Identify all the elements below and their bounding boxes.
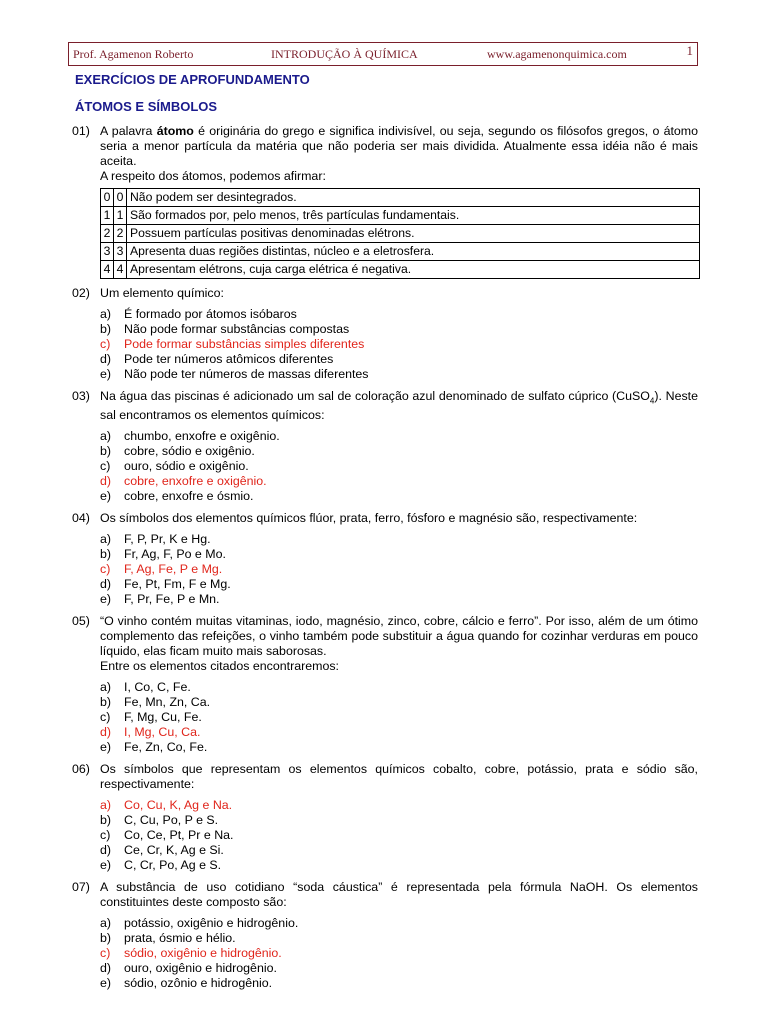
option-a[interactable]: a) F, P, Pr, K e Hg. (100, 532, 211, 547)
option-a[interactable]: a) I, Co, C, Fe. (100, 680, 191, 695)
option-d[interactable]: d) Ce, Cr, K, Ag e Si. (100, 843, 224, 858)
option-list (100, 680, 698, 755)
header-page-number: 1 (686, 43, 693, 58)
table-row: 3 3 Apresenta duas regiões distintas, núcleo e a eletrosfera. (101, 243, 700, 261)
option-e[interactable]: e) Fe, Zn, Co, Fe. (100, 740, 208, 755)
table-row: 4 4 Apresentam elétrons, cuja carga elétrica é negativa. (101, 261, 700, 279)
question-number: 04) (72, 511, 90, 526)
option-a[interactable]: a) chumbo, enxofre e oxigênio. (100, 429, 280, 444)
option-a[interactable]: a) É formado por átomos isóbaros (100, 307, 297, 321)
section-title: EXERCÍCIOS DE APROFUNDAMENTO (75, 72, 310, 87)
header-course: INTRODUÇÃO À QUÍMICA (271, 47, 418, 61)
question-05 (72, 614, 698, 755)
subsection-title: ÁTOMOS E SÍMBOLOS (75, 99, 218, 114)
option-list (100, 307, 698, 382)
question-03 (72, 389, 698, 504)
table-row: 2 2 Possuem partículas positivas denominadas elétrons. (101, 225, 700, 243)
option-d[interactable]: d) ouro, oxigênio e hidrogênio. (100, 961, 277, 976)
option-list (100, 916, 698, 991)
question-06 (72, 762, 698, 873)
option-c[interactable]: c) F, Mg, Cu, Fe. (100, 710, 202, 725)
question-lead: A respeito dos átomos, podemos afirmar: (100, 169, 326, 183)
option-d-correct[interactable]: d) cobre, enxofre e oxigênio. (100, 474, 267, 489)
option-b[interactable]: b) Fr, Ag, F, Po e Mo. (100, 547, 226, 562)
option-b[interactable]: b) Fe, Mn, Zn, Ca. (100, 695, 211, 710)
header-author: Prof. Agamenon Roberto (73, 47, 194, 61)
option-b[interactable]: b) C, Cu, Po, P e S. (100, 813, 219, 828)
option-d[interactable]: d) Fe, Pt, Fm, F e Mg. (100, 577, 231, 592)
question-number: 05) (72, 614, 90, 629)
question-04 (72, 511, 698, 607)
question-text: A palavra átomo é originária do grego e significa indivisível, ou seja, segundo os filósofos gregos, o átomo seria a menor partícula da matéria que não poderia ser mais dividida. Atualmente essa idéia não é mais aceita. (100, 124, 699, 168)
option-c-correct[interactable]: c) sódio, oxigênio e hidrogênio. (100, 946, 282, 961)
question-text: Os símbolos que representam os elementos químicos cobalto, cobre, potássio, prata e sódio são, respectivamente: (100, 762, 698, 792)
page-header (68, 42, 698, 66)
question-text: Na água das piscinas é adicionado um sal de coloração azul denominado de sulfato cúprico (CuSO$_4$). Neste sal encontramos os elementos químicos: (100, 389, 698, 423)
option-e[interactable]: e) C, Cr, Po, Ag e S. (100, 858, 222, 873)
option-e[interactable]: e) sódio, ozônio e hidrogênio. (100, 976, 273, 991)
question-text: Um elemento químico: (100, 286, 224, 300)
option-c[interactable]: c) ouro, sódio e oxigênio. (100, 459, 249, 474)
question-number: 06) (72, 762, 90, 777)
option-b[interactable]: b) Não pode formar substâncias compostas (100, 322, 350, 336)
question-lead: Entre os elementos citados encontraremos: (100, 659, 339, 674)
question-01 (72, 124, 698, 279)
question-number: 01) (72, 124, 90, 138)
question-text: Os símbolos dos elementos químicos flúor, prata, ferro, fósforo e magnésio são, respectivamente: (100, 511, 638, 526)
exercise-list (72, 124, 698, 991)
option-list (100, 798, 698, 873)
option-c-correct[interactable]: c) Pode formar substâncias simples diferentes (100, 337, 365, 351)
option-list (100, 532, 698, 607)
question-text: “O vinho contém muitas vitaminas, iodo, magnésio, zinco, cobre, cálcio e ferro”. Por isso, além de um ótimo complemento das refeições, o vinho também pode substituir a água quando for cozinhar verduras em pouco líquido, elas ficam muito mais saborosas. (100, 614, 698, 659)
question-number: 02) (72, 286, 90, 300)
option-c-correct[interactable]: c) F, Ag, Fe, P e Mg. (100, 562, 223, 577)
true-false-table (100, 188, 700, 279)
header-site[interactable]: www.agamenonquimica.com (487, 47, 627, 61)
question-number: 07) (72, 880, 90, 895)
option-e[interactable]: e) F, Pr, Fe, P e Mn. (100, 592, 220, 607)
question-07 (72, 880, 698, 991)
option-b[interactable]: b) cobre, sódio e oxigênio. (100, 444, 255, 459)
question-number: 03) (72, 389, 90, 403)
option-c[interactable]: c) Co, Ce, Pt, Pr e Na. (100, 828, 234, 843)
option-e[interactable]: e) Não pode ter números de massas diferentes (100, 367, 369, 381)
option-e[interactable]: e) cobre, enxofre e ósmio. (100, 489, 254, 504)
option-a[interactable]: a) potássio, oxigênio e hidrogênio. (100, 916, 299, 931)
option-b[interactable]: b) prata, ósmio e hélio. (100, 931, 236, 946)
option-a-correct[interactable]: a) Co, Cu, K, Ag e Na. (100, 798, 233, 813)
question-text: A substância de uso cotidiano “soda cáustica” é representada pela fórmula NaOH. Os elementos constituintes deste composto são: (100, 880, 698, 910)
table-row: 0 0 Não podem ser desintegrados. (101, 189, 700, 207)
option-list (100, 429, 698, 504)
option-d[interactable]: d) Pode ter números atômicos diferentes (100, 352, 334, 366)
table-row: 1 1 São formados por, pelo menos, três partículas fundamentais. (101, 207, 700, 225)
question-02 (72, 286, 698, 382)
option-d-correct[interactable]: d) I, Mg, Cu, Ca. (100, 725, 201, 740)
